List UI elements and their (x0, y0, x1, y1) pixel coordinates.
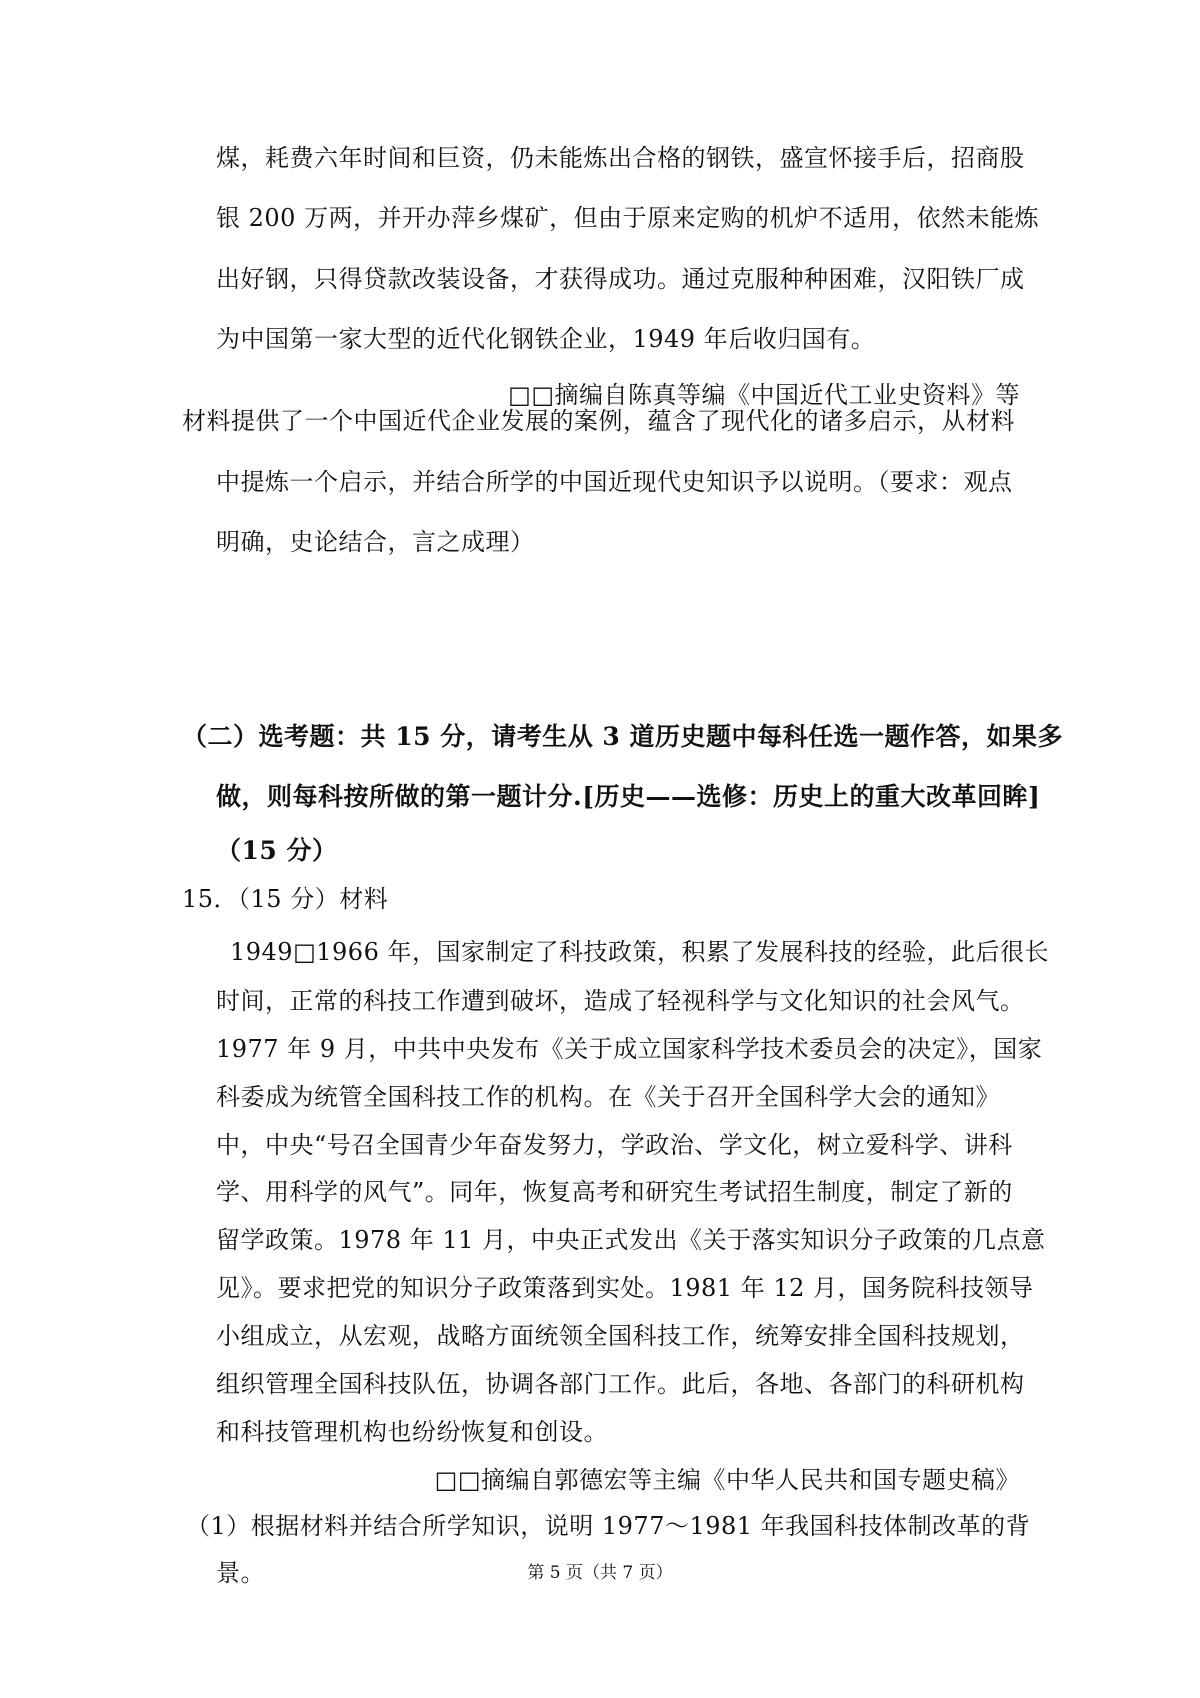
material-line: 学、用科学的风气”。同年，恢复高考和研究生考试招生制度，制定了新的 (216, 1178, 1013, 1206)
material-line: 见》。要求把党的知识分子政策落到实处。1981 年 12 月，国务院科技领导 (216, 1274, 1034, 1302)
material-line: 为中国第一家大型的近代化钢铁企业，1949 年后收归国有。 (216, 325, 876, 353)
section-heading-line: （15 分） (216, 836, 338, 865)
material-source: □□摘编自陈真等编《中国近代工业史资料》等 (508, 381, 1020, 409)
material-line: 1949□1966 年，国家制定了科技政策，积累了发展科技的经验，此后很长 (230, 938, 1049, 966)
material-line: 小组成立，从宏观，战略方面统领全国科技工作，统筹安排全国科技规划， (216, 1322, 1025, 1350)
material-line: 留学政策。1978 年 11 月，中央正式发出《关于落实知识分子政策的几点意 (216, 1226, 1046, 1254)
question-prompt-line: 材料提供了一个中国近代企业发展的案例，蕴含了现代化的诸多启示，从材料 (182, 407, 1015, 435)
section-heading-line: （二）选考题：共 15 分，请考生从 3 道历史题中每科任选一题作答，如果多 (182, 722, 1064, 751)
material-source: □□摘编自郭德宏等主编《中华人民共和国专题史稿》 (434, 1466, 1020, 1494)
sub-question-line: （1）根据材料并结合所学知识，说明 1977～1981 年我国科技体制改革的背 (186, 1512, 1031, 1540)
material-line: 组织管理全国科技队伍，协调各部门工作。此后，各地、各部门的科研机构 (216, 1370, 1025, 1398)
material-line: 煤，耗费六年时间和巨资，仍未能炼出合格的钢铁，盛宣怀接手后，招商股 (216, 144, 1025, 172)
material-line: 1977 年 9 月，中共中央发布《关于成立国家科学技术委员会的决定》，国家 (216, 1035, 1043, 1063)
question-heading: 15．（15 分）材料 (182, 885, 389, 913)
section-heading-line: 做，则每科按所做的第一题计分.[历史——选修：历史上的重大改革回眸] (216, 782, 1041, 811)
page-number: 第 5 页（共 7 页） (527, 1563, 673, 1583)
material-line: 时间，正常的科技工作遭到破坏，造成了轻视科学与文化知识的社会风气。 (216, 987, 1025, 1015)
material-line: 中，中央“号召全国青少年奋发努力，学政治、学文化，树立爱科学、讲科 (216, 1131, 1013, 1159)
question-prompt-line: 明确，史论结合，言之成理） (216, 528, 535, 556)
material-line: 银 200 万两，并开办萍乡煤矿，但由于原来定购的机炉不适用，依然未能炼 (216, 204, 1040, 232)
material-line: 科委成为统管全国科技工作的机构。在《关于召开全国科学大会的通知》 (216, 1083, 1000, 1111)
material-line: 和科技管理机构也纷纷恢复和创设。 (216, 1418, 608, 1446)
material-line: 出好钢，只得贷款改装设备，才获得成功。通过克服种种困难，汉阳铁厂成 (216, 265, 1025, 293)
sub-question-line: 景。 (216, 1559, 265, 1587)
question-prompt-line: 中提炼一个启示，并结合所学的中国近现代史知识予以说明。（要求：观点 (216, 468, 1013, 496)
